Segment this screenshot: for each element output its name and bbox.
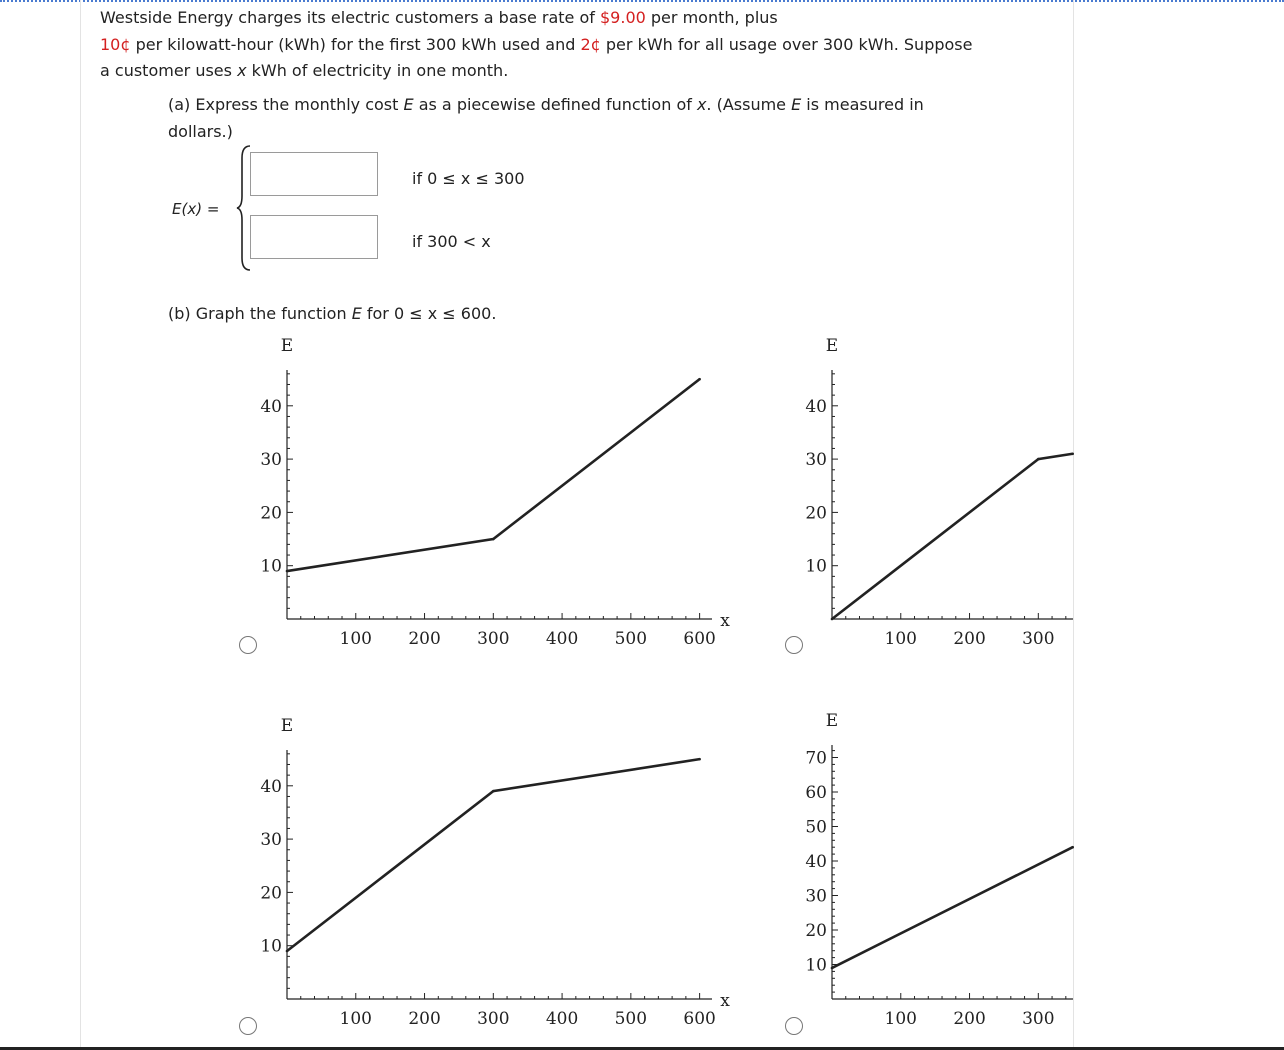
- y-tick-label: 40: [805, 396, 827, 417]
- x-tick-label: 400: [545, 1009, 579, 1029]
- base-rate-value: $9.00: [600, 8, 646, 27]
- y-axis-label: E: [280, 336, 294, 356]
- x-axis-label: x: [720, 991, 730, 1011]
- y-tick-label: 40: [260, 396, 282, 417]
- problem-text: Westside Energy charges its electric customers a base rate of: [100, 8, 600, 27]
- variable-E: E: [351, 304, 362, 323]
- y-tick-label: 10: [805, 556, 827, 577]
- y-tick-label: 30: [805, 886, 827, 907]
- part-a-text: as a piecewise defined function of: [413, 95, 697, 114]
- y-tick-label: 40: [260, 776, 282, 797]
- part-a-line-2: dollars.): [168, 121, 233, 141]
- x-axis-label: x: [720, 611, 730, 631]
- y-tick-label: 40: [805, 852, 827, 872]
- variable-E: E: [791, 95, 802, 114]
- y-tick-label: 20: [260, 883, 282, 904]
- x-tick-label: 300: [1022, 1009, 1055, 1029]
- problem-text: per kilowatt-hour (kWh) for the first 300 kWh used and: [130, 34, 581, 54]
- x-tick-label: 400: [545, 629, 579, 649]
- x-tick-label: 200: [408, 1009, 441, 1029]
- y-tick-label: 30: [260, 830, 282, 851]
- radio-option-3[interactable]: [239, 1017, 257, 1035]
- y-tick-label: 20: [805, 921, 827, 941]
- variable-E: E: [403, 95, 414, 114]
- x-tick-label: 200: [953, 629, 986, 649]
- part-a-text: . (Assume: [706, 95, 792, 114]
- x-tick-label: 600: [683, 629, 716, 649]
- part-b-text: (b) Graph the function: [168, 304, 352, 323]
- x-tick-label: 600: [683, 1009, 716, 1029]
- x-tick-label: 500: [614, 629, 648, 649]
- problem-text: per month, plus: [645, 8, 778, 27]
- x-tick-label: 300: [1022, 629, 1055, 649]
- x-tick-label: 200: [408, 629, 441, 649]
- y-axis-label: E: [825, 711, 839, 731]
- problem-text: a customer uses: [100, 61, 238, 80]
- rate2-value: 2¢: [580, 34, 601, 54]
- y-tick-label: 70: [805, 748, 827, 769]
- y-tick-label: 10: [260, 556, 282, 577]
- x-tick-label: 200: [953, 1009, 986, 1029]
- series-line: [832, 847, 1073, 968]
- y-tick-label: 60: [805, 783, 827, 803]
- function-label: E(x) =: [172, 200, 220, 218]
- problem-text: kWh of electricity in one month.: [246, 61, 509, 80]
- problem-text: per kWh for all usage over 300 kWh. Suppose: [600, 34, 973, 54]
- y-tick-label: 20: [260, 503, 282, 524]
- data-point: [831, 967, 834, 970]
- variable-x: x: [696, 95, 707, 114]
- x-tick-label: 500: [614, 1009, 648, 1029]
- y-tick-label: 10: [260, 936, 282, 957]
- y-tick-label: 30: [805, 450, 827, 471]
- radio-option-1[interactable]: [239, 636, 257, 654]
- part-a-text: is measured in: [801, 95, 924, 114]
- data-point: [1071, 846, 1074, 849]
- y-axis-label: E: [280, 716, 294, 736]
- variable-x: x: [237, 61, 247, 80]
- x-tick-label: 100: [339, 1009, 372, 1029]
- x-tick-label: 100: [884, 629, 917, 649]
- part-a-text: (a) Express the monthly cost: [168, 95, 404, 114]
- x-tick-label: 300: [477, 1009, 510, 1029]
- y-tick-label: 20: [805, 503, 827, 524]
- x-tick-label: 100: [884, 1009, 917, 1029]
- condition-piece-1: if 0 ≤ x ≤ 300: [412, 169, 525, 188]
- rate1-value: 10¢: [100, 34, 131, 54]
- part-b-text: for 0 ≤ x ≤ 600.: [361, 304, 497, 323]
- condition-piece-2: if 300 < x: [412, 232, 491, 251]
- radio-option-4[interactable]: [785, 1017, 803, 1035]
- radio-option-2[interactable]: [785, 636, 803, 654]
- x-tick-label: 300: [477, 629, 510, 649]
- y-tick-label: 10: [805, 955, 827, 976]
- x-tick-label: 100: [339, 629, 372, 649]
- y-tick-label: 50: [805, 817, 827, 838]
- y-axis-label: E: [825, 336, 839, 356]
- y-tick-label: 30: [260, 450, 282, 471]
